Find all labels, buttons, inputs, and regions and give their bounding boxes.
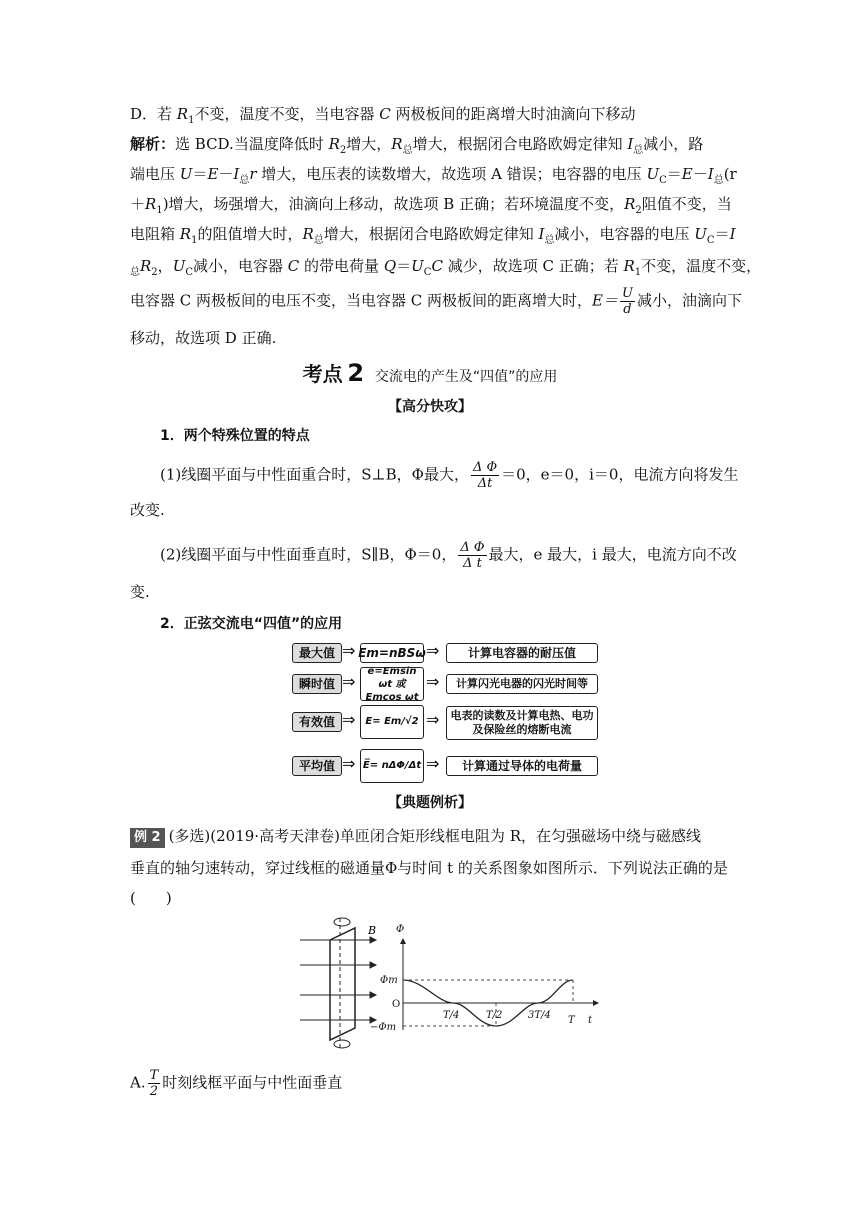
- arrow-icon: ⇒: [426, 754, 440, 773]
- neg-phi-m-label: −Φm: [370, 1022, 397, 1033]
- use-instant: 计算闪光电器的闪光时间等: [446, 674, 598, 694]
- arrow-icon: ⇒: [342, 641, 356, 660]
- use-average: 计算通过导体的电荷量: [446, 756, 598, 776]
- option-d: D．若 $R_1$不变，温度不变，当电容器 C 两极板间的距离增大时油滴向下移动: [130, 105, 636, 126]
- phi-m-label: Φm: [380, 975, 398, 986]
- origin-label: O: [392, 999, 401, 1010]
- point-1-heading: 1．两个特殊位置的特点: [160, 428, 310, 444]
- point-2-para-end: 变.: [130, 583, 150, 601]
- example-line-1: 例 2 (多选)(2019·高考天津卷)单匝闭合矩形线框电阻为 R，在匀强磁场中绕与磁感线: [130, 826, 701, 848]
- use-effective: 电表的读数及计算电热、电功及保险丝的熔断电流: [446, 706, 598, 740]
- arrow-icon: ⇒: [342, 710, 356, 729]
- point-1-para-end: 改变.: [130, 501, 165, 519]
- formula-instant: e=Emsin ωt 或Emcos ωt: [360, 667, 424, 701]
- b-label: B: [368, 924, 377, 937]
- label-max: 最大值: [292, 643, 342, 663]
- example-line-3: ( ): [130, 889, 172, 907]
- phi-axis-label: Φ: [396, 924, 405, 935]
- analysis-line-1: 解析：选 BCD.当温度降低时 $R_2$增大，$R_总$增大，根据闭合电路欧姆定律知 $I_总$减小，路: [130, 135, 704, 156]
- tick-3T4: 3T/4: [528, 1010, 551, 1021]
- analysis-line-5: $_总R_2$，$U_C$减小，电容器 C 的带电荷量 $Q=U_CC$ 减少，故选项 C 正确；若 $R_1$不变，温度不变，: [130, 257, 762, 278]
- example-tag: 例 2: [130, 828, 165, 848]
- label-average: 平均值: [292, 756, 342, 776]
- fast-attack-heading: 【高分快攻】: [388, 399, 472, 415]
- arrow-icon: ⇒: [342, 672, 356, 691]
- section-heading: 考点 2 交流电的产生及“四值”的应用: [302, 359, 558, 387]
- analysis-line-2: 端电压 $U=E-I_总r$ 增大，电压表的读数增大，故选项 A 错误；电容器的电压 $U_C=E-I_总(r$: [130, 165, 737, 186]
- arrow-icon: ⇒: [426, 641, 440, 660]
- analysis-line-6: 电容器 C 两极板间的电压不变，当电容器 C 两极板间的距离增大时，E＝ $\frac{U}{d}$ 减小，油滴向下: [130, 286, 742, 317]
- point-2-heading: 2．正弦交流电“四值”的应用: [160, 616, 343, 632]
- point-1-para: (1)线圈平面与中性面重合时，S⊥B，Φ最大， $\frac{\text{Δ Φ}}{\Delta t}$ ＝0，e＝0，i＝0，电流方向将发生: [160, 460, 739, 491]
- analysis-line-3: $+R_1$)增大，场强增大，油滴向上移动，故选项 B 正确；若环境温度不变，$R_2$阻值不变，当: [130, 195, 732, 216]
- formula-average: E̅= nΔΦ/Δt: [360, 749, 424, 783]
- typical-example-heading: 【典题例析】: [388, 795, 472, 811]
- formula-effective: E= Em/√2: [360, 705, 424, 739]
- flux-figure: [290, 910, 610, 1055]
- point-2-para: (2)线圈平面与中性面垂直时，S∥B，Φ＝0， $\frac{\text{Δ Φ}}{\text{Δ t}}$ 最大，e 最大，i 最大，电流方向不改: [160, 540, 737, 571]
- tick-T2: T/2: [486, 1010, 503, 1021]
- arrow-icon: ⇒: [342, 754, 356, 773]
- use-max: 计算电容器的耐压值: [446, 643, 598, 663]
- formula-max: Em=nBSω: [360, 643, 424, 663]
- tick-T4: T/4: [443, 1010, 460, 1021]
- option-a: A. $\frac{T}{2}$ 时刻线框平面与中性面垂直: [130, 1068, 343, 1099]
- label-effective: 有效值: [292, 712, 342, 732]
- analysis-line-4: 电阻箱 $R_1$的阻值增大时，$R_总$增大，根据闭合电路欧姆定律知 $I_总$减小，电容器的电压 $U_C=I$: [130, 225, 736, 246]
- arrow-icon: ⇒: [426, 672, 440, 691]
- t-axis-label: t: [588, 1015, 593, 1026]
- label-instant: 瞬时值: [292, 674, 342, 694]
- example-line-2: 垂直的轴匀速转动，穿过线框的磁通量Φ与时间 t 的关系图象如图所示．下列说法正确的是: [130, 859, 728, 877]
- tick-T: T: [568, 1015, 575, 1026]
- analysis-line-7: 移动，故选项 D 正确.: [130, 329, 277, 347]
- arrow-icon: ⇒: [426, 710, 440, 729]
- coil-diagram: [300, 918, 376, 1048]
